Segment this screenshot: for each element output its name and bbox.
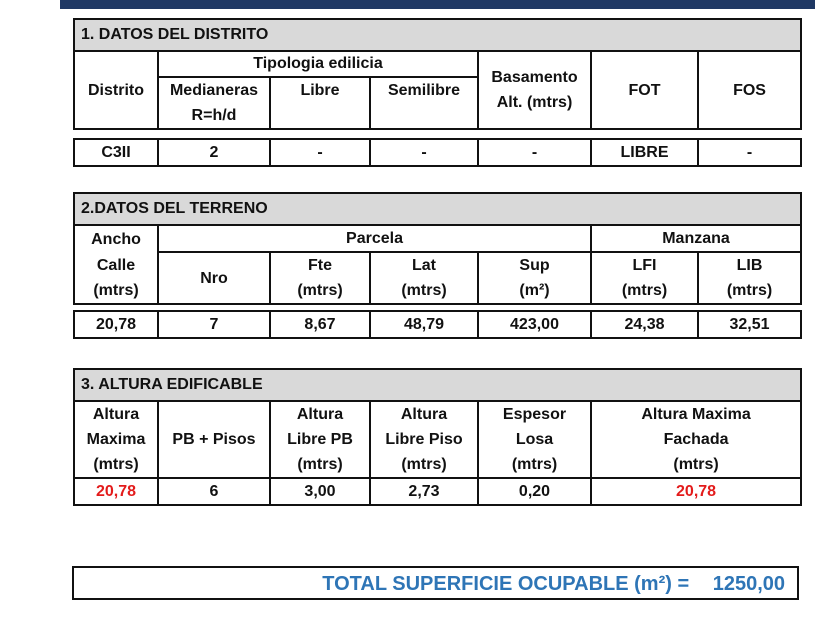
section-title: 2.DATOS DEL TERRENO [74, 193, 801, 225]
header-fte [270, 252, 370, 304]
header-distrito: Distrito [74, 51, 158, 129]
total-label: TOTAL SUPERFICIE OCUPABLE (m²) = [322, 573, 690, 595]
header-altura-maxima [74, 401, 158, 478]
cell-altura-libre-piso: 2,73 [370, 478, 478, 505]
header-ancho-calle [74, 252, 158, 304]
header-basamento-line1: Basamento [491, 69, 578, 86]
header-lfi [591, 252, 698, 304]
header-lat-line1: Lat [412, 257, 436, 274]
header-alpiso-line1: Altura [400, 406, 448, 423]
cell-medianeras: 2 [158, 139, 270, 166]
header-ancho-line1: Ancho [74, 225, 158, 252]
datos-distrito-table [73, 18, 802, 167]
cell-lat: 48,79 [370, 311, 478, 338]
header-sup-line1: Sup [519, 257, 550, 274]
cell-pb-pisos: 6 [158, 478, 270, 505]
table-row [74, 311, 801, 338]
total-value: 1250,00 [712, 573, 785, 595]
header-lib-line1: LIB [736, 257, 763, 274]
header-losa-line2: Losa [515, 431, 554, 448]
header-fos: FOS [698, 51, 801, 129]
cell-lib: 32,51 [698, 311, 801, 338]
header-altura-fachada [591, 401, 801, 478]
header-nro: Nro [158, 252, 270, 304]
header-libre: Libre [270, 77, 370, 129]
cell-ancho: 20,78 [74, 311, 158, 338]
header-espesor-losa [478, 401, 591, 478]
header-lat [370, 252, 478, 304]
header-fachada-line2: Fachada [663, 431, 729, 448]
header-ancho-line3: (mtrs) [93, 281, 139, 299]
header-fachada-line1: Altura Maxima [641, 406, 751, 423]
header-losa-line3: (mtrs) [511, 456, 558, 473]
cell-altura-libre-pb: 3,00 [270, 478, 370, 505]
header-ancho-line2: Calle [96, 256, 136, 274]
header-lib [698, 252, 801, 304]
section-title: 1. DATOS DEL DISTRITO [74, 19, 801, 51]
datos-terreno-table [73, 192, 802, 339]
header-losa-line1: Espesor [502, 406, 567, 423]
cell-espesor-losa: 0,20 [478, 478, 591, 505]
header-altura-line1: Altura [92, 406, 140, 423]
header-medianeras [158, 77, 270, 129]
cell-altura-fachada: 20,78 [591, 478, 801, 505]
header-lat-line2: (mtrs) [401, 282, 447, 299]
cell-semilibre: - [370, 139, 478, 166]
cell-fos: - [698, 139, 801, 166]
header-fte-line2: (mtrs) [297, 282, 343, 299]
cell-sup: 423,00 [478, 311, 591, 338]
header-basamento [478, 51, 591, 129]
header-alpiso-line2: Libre Piso [385, 431, 463, 448]
total-superficie-box [72, 566, 799, 600]
header-lfi-line1: LFI [632, 257, 657, 274]
header-tipologia: Tipologia edilicia [158, 51, 478, 77]
table-row [74, 139, 801, 166]
header-medianeras-line2: R=h/d [191, 107, 237, 124]
cell-altura-maxima: 20,78 [74, 478, 158, 505]
header-fot: FOT [591, 51, 698, 129]
header-altura-libre-pb [270, 401, 370, 478]
header-pb-pisos: PB + Pisos [158, 401, 270, 478]
section-title: 3. ALTURA EDIFICABLE [74, 369, 801, 401]
table-row [74, 478, 801, 505]
header-fachada-line3: (mtrs) [673, 456, 719, 473]
header-fte-line1: Fte [308, 257, 332, 274]
header-alpb-line1: Altura [296, 406, 344, 423]
cell-distrito: C3II [74, 139, 158, 166]
header-medianeras-line1: Medianeras [169, 82, 259, 99]
header-altura-line3: (mtrs) [93, 456, 139, 473]
header-altura-line2: Maxima [86, 431, 146, 448]
cell-lfi: 24,38 [591, 311, 698, 338]
header-lfi-line2: (mtrs) [621, 282, 668, 299]
header-alpiso-line3: (mtrs) [401, 456, 447, 473]
header-alpb-line3: (mtrs) [297, 456, 343, 473]
cell-basamento: - [478, 139, 591, 166]
header-lib-line2: (mtrs) [726, 282, 773, 299]
header-bar [60, 0, 815, 9]
header-parcela: Parcela [158, 225, 591, 252]
header-altura-libre-piso [370, 401, 478, 478]
header-manzana: Manzana [591, 225, 801, 252]
header-sup-line2: (m²) [519, 282, 550, 299]
header-semilibre: Semilibre [370, 77, 478, 129]
header-sup [478, 252, 591, 304]
cell-fot: LIBRE [591, 139, 698, 166]
header-alpb-line2: Libre PB [287, 431, 353, 448]
altura-edificable-table [73, 368, 802, 506]
cell-nro: 7 [158, 311, 270, 338]
cell-libre: - [270, 139, 370, 166]
header-basamento-line2: Alt. (mtrs) [496, 94, 573, 111]
cell-fte: 8,67 [270, 311, 370, 338]
